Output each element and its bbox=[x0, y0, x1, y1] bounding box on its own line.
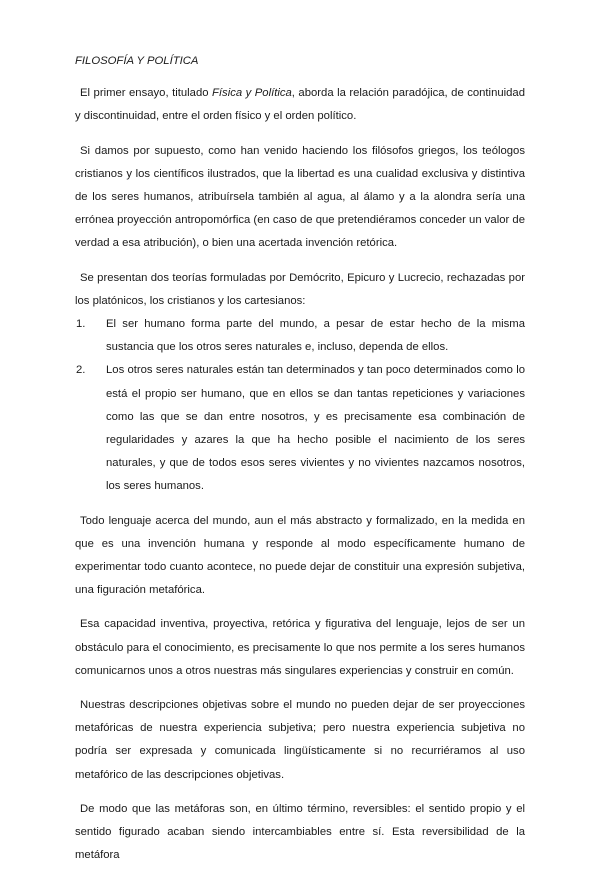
paragraph: Esa capacidad inventiva, proyectiva, retórica y figurativa del lenguaje, lejos de ser un obstáculo para el conocimiento, es precisamente lo que nos permite a los seres humanos comunicarnos unos a otros nuestras más singulares experiencias y construir en común. bbox=[75, 618, 525, 677]
paragraph: Se presentan dos teorías formuladas por Demócrito, Epicuro y Lucrecio, rechazadas por los platónicos, los cristianos y los cartesianos: bbox=[75, 271, 525, 307]
intro-text-before: El primer ensayo, titulado bbox=[80, 87, 212, 100]
list-item-number: 1. bbox=[76, 318, 86, 331]
paragraph: Nuestras descripciones objetivas sobre el mundo no pueden dejar de ser proyecciones metafóricas de nuestra experiencia subjetiva; pero nuestra experiencia subjetiva no podría ser expresada y comunicada lingüísticamente si no recurriéramos al uso metafórico de las descripciones objetivas. bbox=[75, 699, 525, 781]
intro-paragraph bbox=[75, 82, 525, 128]
paragraph: Todo lenguaje acerca del mundo, aun el más abstracto y formalizado, en la medida en que es una invención humana y responde al modo específicamente humano de experimentar todo cuanto acontece, no puede dejar de constituir una expresión subjetiva, una figuración metafórica. bbox=[75, 514, 525, 597]
list-item bbox=[75, 313, 525, 359]
paragraph: Si damos por supuesto, como han venido haciendo los filósofos griegos, los teólogos cristianos y los científicos ilustrados, que la libertad es una cualidad exclusiva y distintiva de los seres humanos, atribuírsela también al agua, al álamo y a la alondra sería una errónea proyección antropomórfica (en caso de que pretendiéramos conceder un valor de verdad a esa atribución), o bien una acertada invención retórica. bbox=[75, 144, 525, 250]
document-heading: FILOSOFÍA Y POLÍTICA bbox=[75, 55, 199, 67]
list-item-text: Los otros seres naturales están tan determinados y tan poco determinados como lo está el propio ser humano, que en ellos se dan tantas repeticiones y variaciones como las que se dan entre nosotros, y es precisamente esa combinación de regularidades y azares la que ha hecho posible el nacimiento de los seres naturales, y que de todos esos seres vivientes y no vivientes nazcamos nosotros, los seres humanos. bbox=[106, 364, 525, 493]
paragraph: De modo que las metáforas son, en último término, reversibles: el sentido propio y el sentido figurado acaban siendo intercambiables entre sí. Esta reversibilidad de la metáfora bbox=[75, 802, 525, 862]
list-item bbox=[75, 359, 525, 498]
list-item-number: 2. bbox=[76, 364, 86, 377]
essay-title: Física y Política bbox=[212, 87, 292, 100]
list-item-text: El ser humano forma parte del mundo, a pesar de estar hecho de la misma sustancia que los otros seres naturales e, incluso, dependa de ellos. bbox=[106, 318, 525, 354]
numbered-list bbox=[75, 313, 525, 499]
document-page bbox=[75, 50, 525, 879]
intro-text-after: , aborda la relación paradójica, de continuidad y discontinuidad, entre el orden físico y el orden político. bbox=[75, 87, 525, 123]
